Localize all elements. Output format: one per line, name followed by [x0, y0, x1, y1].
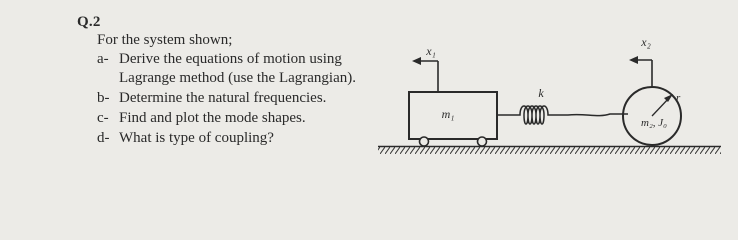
question-intro: For the system shown; [97, 32, 233, 48]
disk-label: m₂, J₀ [641, 117, 667, 129]
question-number: Q.2 [77, 14, 101, 30]
x1-label: x₁ [426, 44, 436, 58]
x2-label: x₂ [641, 35, 651, 49]
radius-label: r [676, 92, 681, 104]
ground [378, 147, 721, 155]
spring-k [497, 106, 628, 124]
item-text: Derive the equations of motion using Lagrange method (use the Lagrangian). [119, 51, 356, 86]
x2-arrow [629, 56, 652, 87]
spring-k-label: k [538, 86, 544, 100]
item-text: Determine the natural frequencies. [119, 90, 327, 106]
disk-m2 [623, 87, 681, 145]
item-text: Find and plot the mode shapes. [119, 110, 306, 126]
item-marker: c- [97, 110, 109, 126]
item-marker: a- [97, 51, 109, 67]
item-marker: b- [97, 90, 110, 106]
item-marker: d- [97, 130, 110, 146]
mass-m1-label: m₁ [441, 107, 455, 121]
item-text: What is type of coupling? [119, 130, 274, 146]
x1-arrow [412, 57, 438, 92]
